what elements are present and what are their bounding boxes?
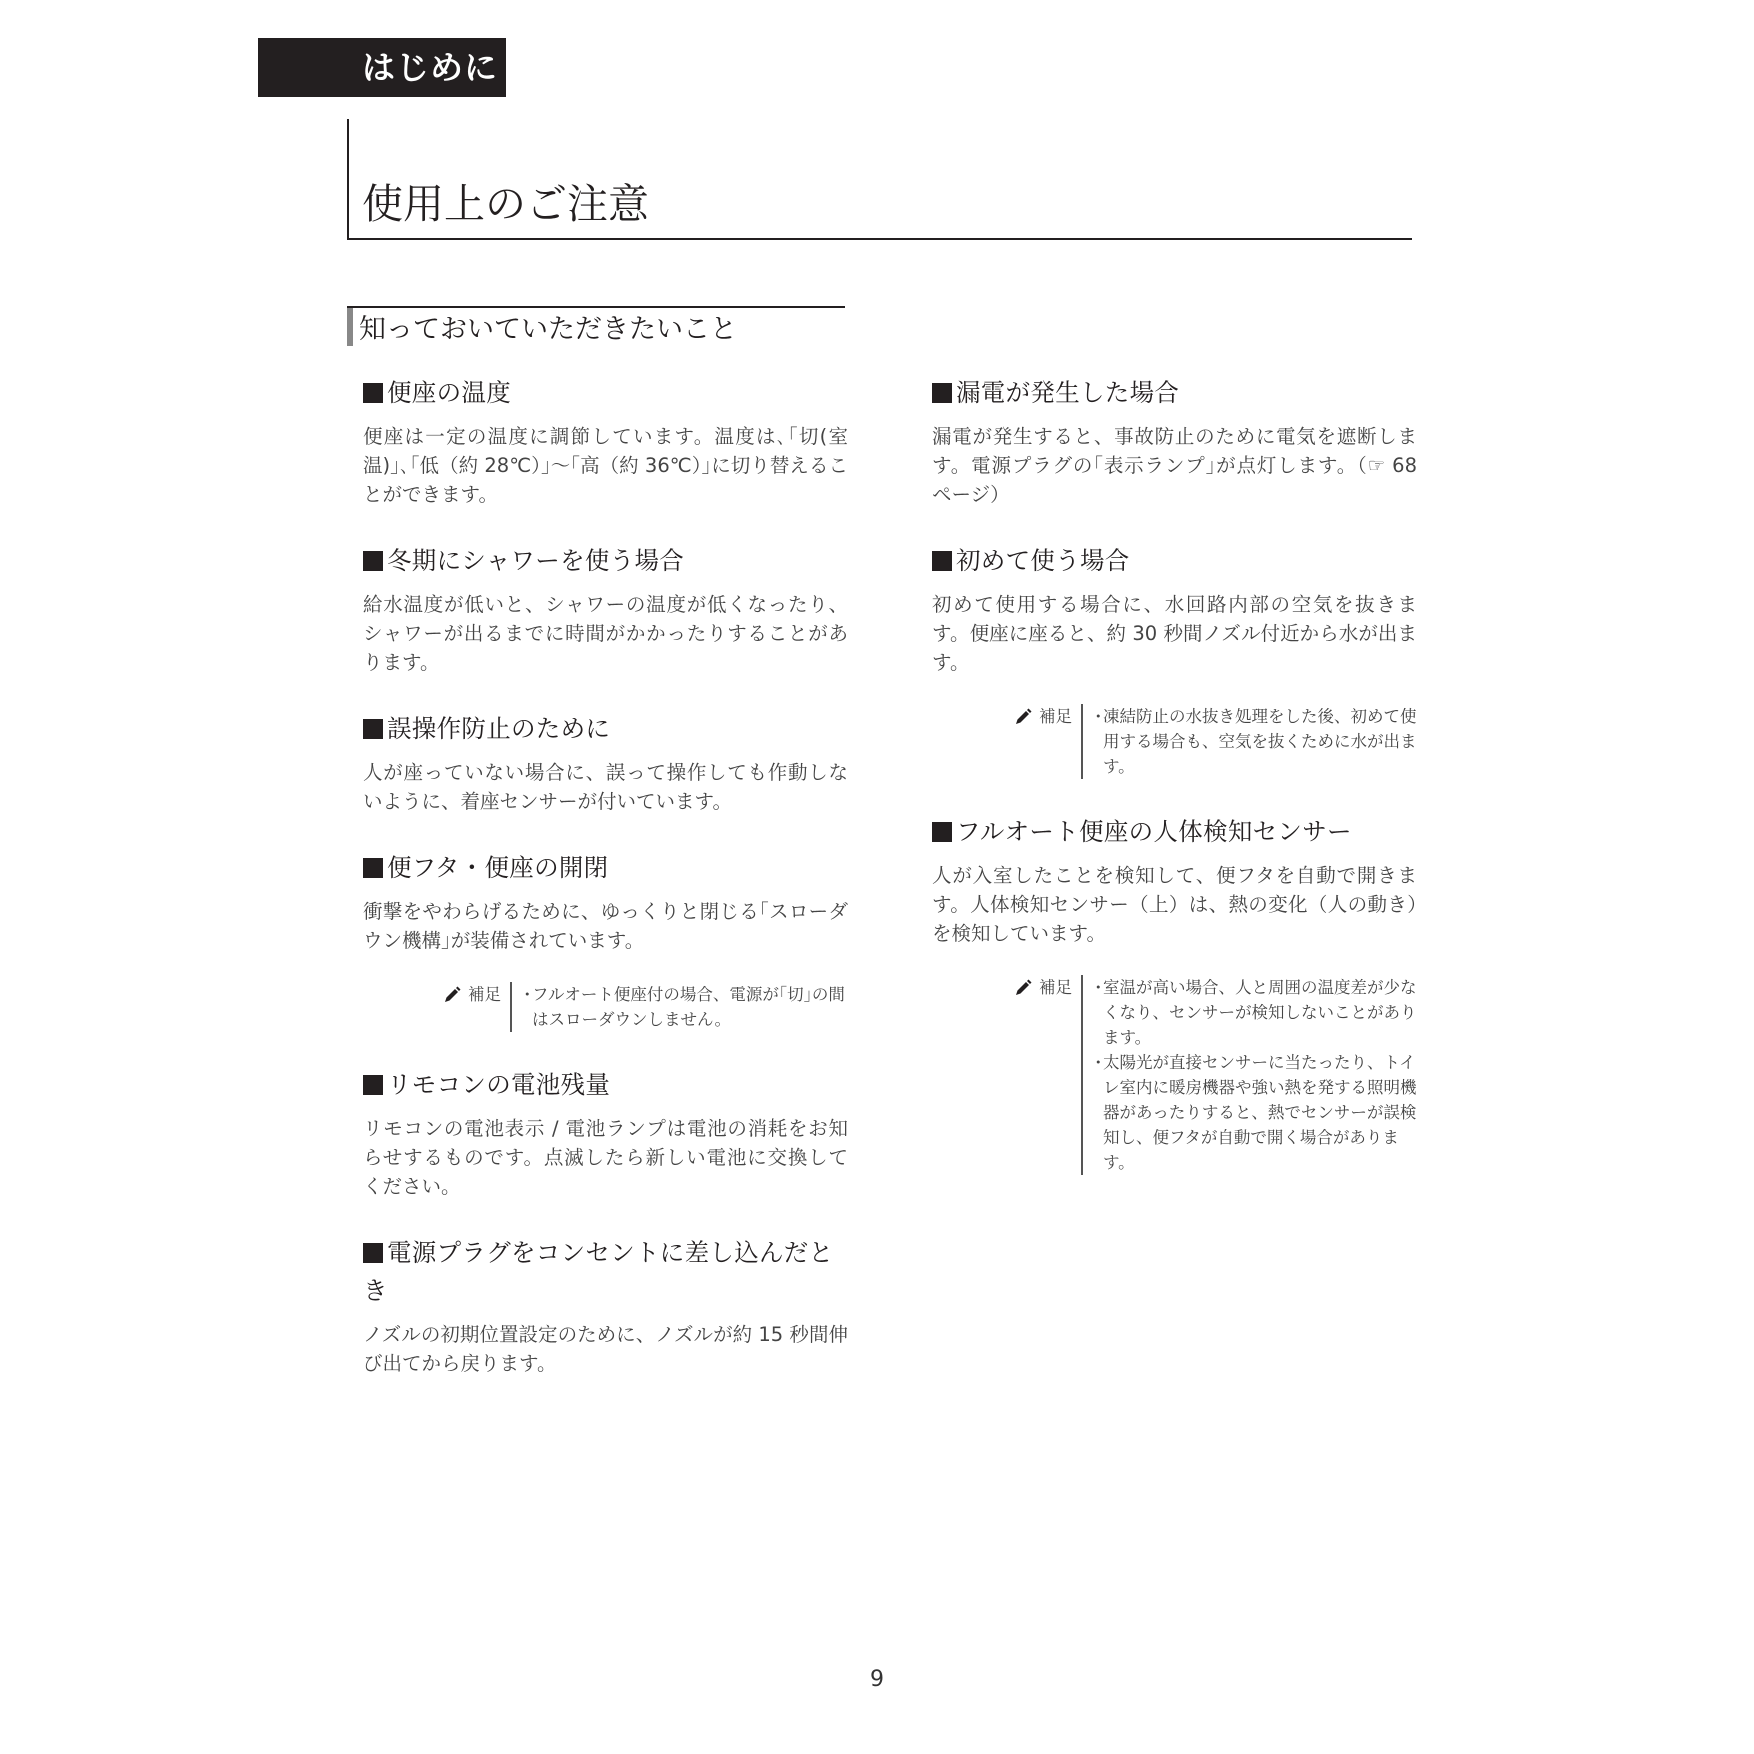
topic-body: 便座は一定の温度に調節しています。温度は､｢切(室温)｣､｢低（約 28℃）｣〜｢高（約 36℃）｣に切り替えることができます。: [363, 425, 848, 506]
topic-body: 衝撃をやわらげるために、ゆっくりと閉じる｢スローダウン機構｣が装備されています。: [363, 900, 848, 952]
section-top-rule: [347, 306, 845, 308]
pencil-icon: [1013, 978, 1033, 998]
topic-heading: 漏電が発生した場合: [956, 378, 1180, 407]
note-item: ・ 凍結防止の水抜き処理をした後、初めて使用する場合も、空気を抜くために水が出ます。: [1090, 707, 1417, 776]
black-square-icon: [363, 1243, 383, 1263]
black-square-icon: [932, 822, 952, 842]
topic-body: 人が入室したことを検知して、便フタを自動で開きます。人体検知センサー（上）は、熱の変化（人の動き）を検知しています。: [932, 864, 1417, 945]
page-number: 9: [870, 1667, 884, 1692]
black-square-icon: [363, 1075, 383, 1095]
topic-human-sensor: [932, 813, 1417, 948]
black-square-icon: [932, 383, 952, 403]
section-marker: [347, 308, 353, 346]
black-square-icon: [363, 383, 383, 403]
note-item: ・ 室温が高い場合、人と周囲の温度差が少なくなり、センサーが検知しないことがあります。: [1090, 978, 1417, 1047]
topic-winter-shower: [363, 542, 848, 677]
topic-body: 人が座っていない場合に、誤って操作しても作動しないように、着座センサーが付いています。: [363, 761, 848, 813]
title-vertical-rule: [347, 119, 349, 240]
topic-heading: 誤操作防止のために: [387, 714, 611, 743]
topic-lid-opening: [363, 849, 848, 955]
topic-remote-battery: [363, 1066, 848, 1201]
black-square-icon: [932, 551, 952, 571]
note-body: [1081, 975, 1417, 1175]
section-title: 知っておいていただきたいこと: [359, 314, 737, 345]
note-item: ・ 太陽光が直接センサーに当たったり、トイレ室内に暖房機器や強い熱を発する照明機器があったりすると、熱でセンサーが誤検知し、便フタが自動で開く場合があります。: [1090, 1053, 1417, 1172]
topic-seat-temperature: [363, 374, 848, 509]
topic-body: 初めて使用する場合に、水回路内部の空気を抜きます。便座に座ると、約 30 秒間ノズル付近から水が出ます。: [932, 593, 1417, 674]
topic-power-plug: [363, 1234, 848, 1378]
title-horizontal-rule: [347, 238, 1412, 240]
topic-heading: 電源プラグをコンセントに差し込んだとき: [363, 1238, 834, 1305]
topic-body: ノズルの初期位置設定のために、ノズルが約 15 秒間伸び出てから戻ります。: [363, 1323, 848, 1375]
topic-heading: フルオート便座の人体検知センサー: [956, 817, 1352, 846]
note-label: 補足: [1039, 978, 1072, 997]
topic-heading: 冬期にシャワーを使う場合: [387, 546, 685, 575]
supplement-note-sensor: [1013, 975, 1417, 1175]
page-title: 使用上のご注意: [362, 180, 649, 228]
topic-heading: リモコンの電池残量: [387, 1070, 611, 1099]
note-label: 補足: [1039, 707, 1072, 726]
topic-heading: 便フタ・便座の開閉: [387, 853, 609, 882]
topic-body: リモコンの電池表示 / 電池ランプは電池の消耗をお知らせするものです。点滅したら新しい電池に交換してください。: [363, 1117, 848, 1198]
topic-heading: 便座の温度: [387, 378, 511, 407]
topic-heading: 初めて使う場合: [956, 546, 1130, 575]
supplement-note-first-use: [1013, 704, 1417, 779]
topic-first-use: [932, 542, 1417, 677]
black-square-icon: [363, 551, 383, 571]
note-item: ・ フルオート便座付の場合、電源が｢切｣の間はスローダウンしません。: [519, 985, 845, 1029]
left-column: [363, 374, 848, 1411]
black-square-icon: [363, 858, 383, 878]
pencil-icon: [442, 985, 462, 1005]
topic-body: 漏電が発生すると、事故防止のために電気を遮断します。電源プラグの｢表示ランプ｣が点灯します。（☞ 68 ページ）: [932, 425, 1417, 506]
note-body: [510, 982, 848, 1032]
topic-body: 給水温度が低いと、シャワーの温度が低くなったり、シャワーが出るまでに時間がかかったりすることがあります。: [363, 593, 848, 674]
black-square-icon: [363, 719, 383, 739]
note-body: [1081, 704, 1417, 779]
right-column: [932, 374, 1417, 1209]
pencil-icon: [1013, 707, 1033, 727]
supplement-note-lid: [442, 982, 848, 1032]
topic-misoperation-prevention: [363, 710, 848, 816]
note-label: 補足: [468, 985, 501, 1004]
topic-electric-leak: [932, 374, 1417, 509]
chapter-tab: はじめに: [258, 38, 506, 97]
